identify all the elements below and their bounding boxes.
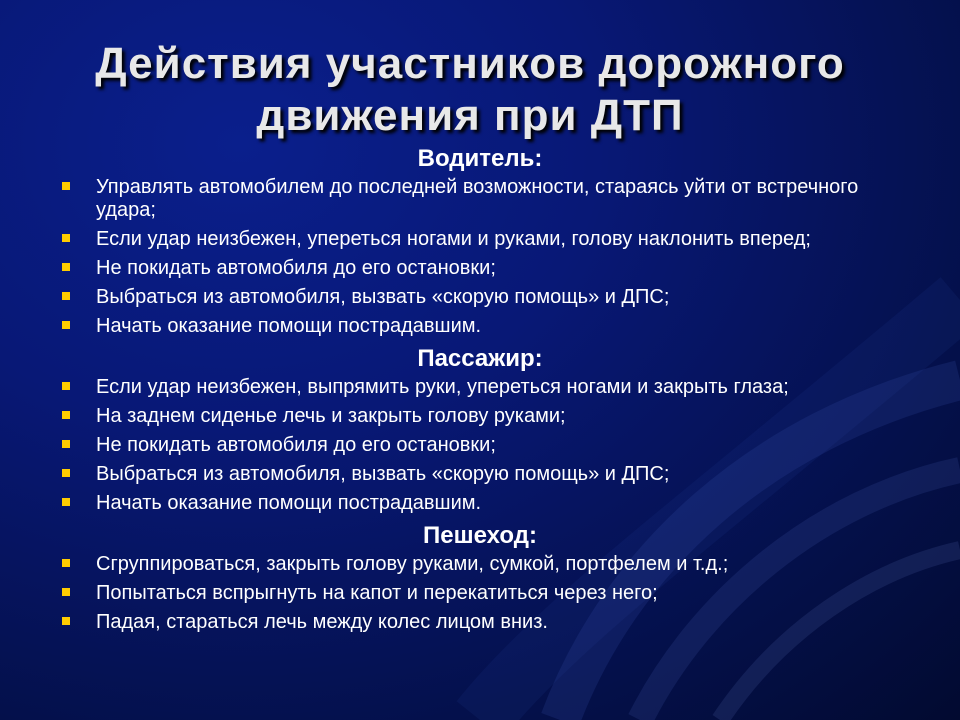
section-passenger bbox=[60, 344, 920, 515]
list-item bbox=[60, 176, 920, 222]
list-item bbox=[60, 434, 920, 457]
list-item-text: Если удар неизбежен, выпрямить руки, упереться ногами и закрыть глаза; bbox=[96, 376, 789, 398]
list-item bbox=[60, 405, 920, 428]
list-item-text: Выбраться из автомобиля, вызвать «скорую помощь» и ДПС; bbox=[96, 463, 670, 485]
bullet-square-icon bbox=[62, 182, 70, 190]
list-item-text: Начать оказание помощи пострадавшим. bbox=[96, 492, 482, 514]
slide-title: Действия участников дорожного движения при ДТП bbox=[95, 39, 845, 140]
bullet-square-icon bbox=[62, 321, 70, 329]
bullet-square-icon bbox=[62, 234, 70, 242]
list-item bbox=[60, 553, 920, 576]
bullet-square-icon bbox=[62, 498, 70, 506]
bullet-square-icon bbox=[62, 382, 70, 390]
bullet-list bbox=[60, 176, 920, 338]
list-item-text: На заднем сиденье лечь и закрыть голову руками; bbox=[96, 405, 566, 427]
list-item-text: Если удар неизбежен, упереться ногами и руками, голову наклонить вперед; bbox=[96, 228, 811, 250]
list-item-text: Не покидать автомобиля до его остановки; bbox=[96, 434, 496, 456]
slide-content bbox=[60, 144, 920, 640]
list-item bbox=[60, 376, 920, 399]
bullet-square-icon bbox=[62, 263, 70, 271]
section-heading: Пассажир: bbox=[417, 345, 543, 372]
list-item bbox=[60, 286, 920, 309]
bullet-square-icon bbox=[62, 292, 70, 300]
section-pedestrian bbox=[60, 521, 920, 634]
bullet-square-icon bbox=[62, 469, 70, 477]
list-item bbox=[60, 257, 920, 280]
bullet-square-icon bbox=[62, 588, 70, 596]
bullet-list bbox=[60, 553, 920, 634]
list-item bbox=[60, 582, 920, 605]
bullet-square-icon bbox=[62, 559, 70, 567]
section-heading: Водитель: bbox=[417, 145, 543, 172]
list-item-text: Падая, стараться лечь между колес лицом вниз. bbox=[96, 611, 548, 633]
list-item-text: Не покидать автомобиля до его остановки; bbox=[96, 257, 496, 279]
list-item-text: Начать оказание помощи пострадавшим. bbox=[96, 315, 482, 337]
section-driver bbox=[60, 144, 920, 338]
section-heading: Пешеход: bbox=[423, 522, 537, 549]
list-item-text: Сгруппироваться, закрыть голову руками, сумкой, портфелем и т.д.; bbox=[96, 553, 729, 575]
bullet-square-icon bbox=[62, 617, 70, 625]
bullet-square-icon bbox=[62, 411, 70, 419]
bullet-square-icon bbox=[62, 440, 70, 448]
list-item bbox=[60, 492, 920, 515]
list-item bbox=[60, 463, 920, 486]
bullet-list bbox=[60, 376, 920, 515]
list-item bbox=[60, 611, 920, 634]
list-item-text: Попытаться вспрыгнуть на капот и перекатиться через него; bbox=[96, 582, 658, 604]
list-item bbox=[60, 315, 920, 338]
list-item-text: Управлять автомобилем до последней возможности, стараясь уйти от встречного удара; bbox=[96, 176, 859, 221]
list-item-text: Выбраться из автомобиля, вызвать «скорую помощь» и ДПС; bbox=[96, 286, 670, 308]
list-item bbox=[60, 228, 920, 251]
